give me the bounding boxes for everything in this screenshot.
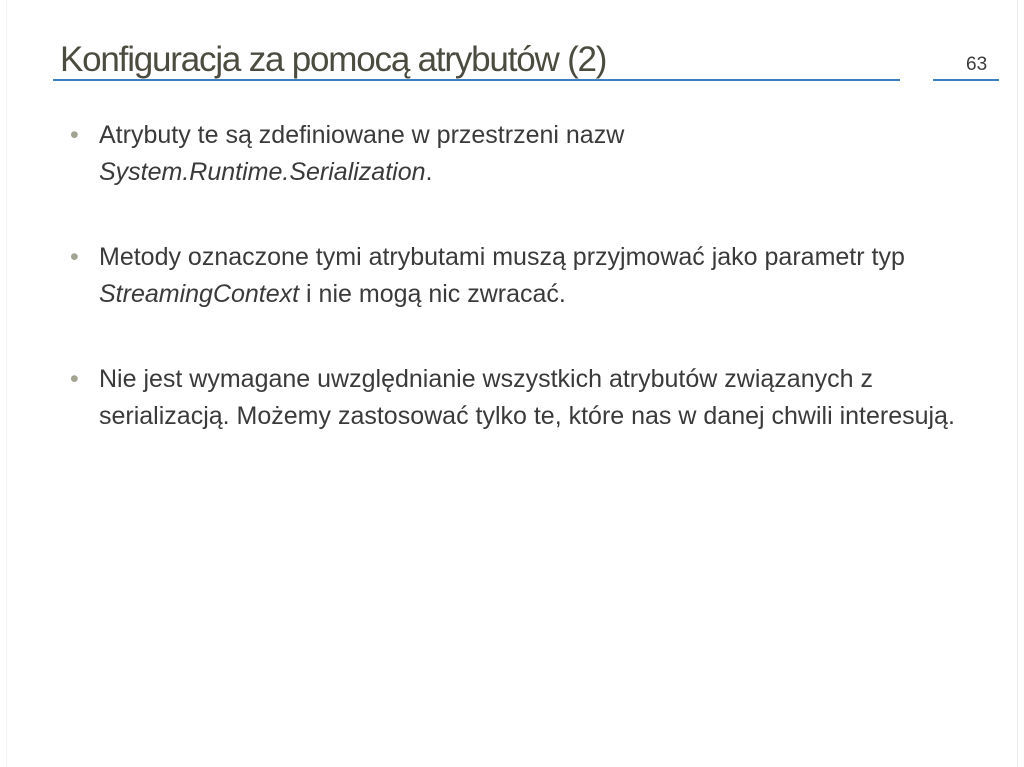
bullet-text: Metody oznaczone tymi atrybutami muszą przyjmować jako parametr typ (99, 243, 905, 271)
bullet-marker: • (70, 365, 79, 393)
bullet-text-suffix: . (425, 158, 433, 186)
title-underline (53, 79, 900, 81)
bullet-italic-text: StreamingContext (99, 280, 300, 308)
bullet-item (70, 117, 970, 191)
bullet-item (70, 361, 970, 435)
bullet-marker: • (70, 243, 79, 271)
page-number: 63 (966, 54, 988, 75)
slide-edge-left (6, 0, 7, 767)
bullet-item (70, 239, 970, 313)
slide-edge-right (1017, 0, 1018, 767)
bullet-list (70, 117, 970, 483)
slide-title: Konfiguracja za pomocą atrybutów (2) (60, 40, 607, 79)
bullet-marker: • (70, 121, 79, 149)
bullet-text-suffix: i nie mogą nic zwracać. (299, 280, 566, 308)
bullet-text: Nie jest wymagane uwzględnianie wszystkich atrybutów związanych z serializacją. Możemy zastosować tylko te, które nas w danej chwili interesują. (99, 365, 955, 430)
page-number-underline (933, 79, 999, 81)
bullet-italic-text: System.Runtime.Serialization (99, 158, 426, 186)
bullet-text: Atrybuty te są zdefiniowane w przestrzeni nazw (99, 121, 625, 149)
